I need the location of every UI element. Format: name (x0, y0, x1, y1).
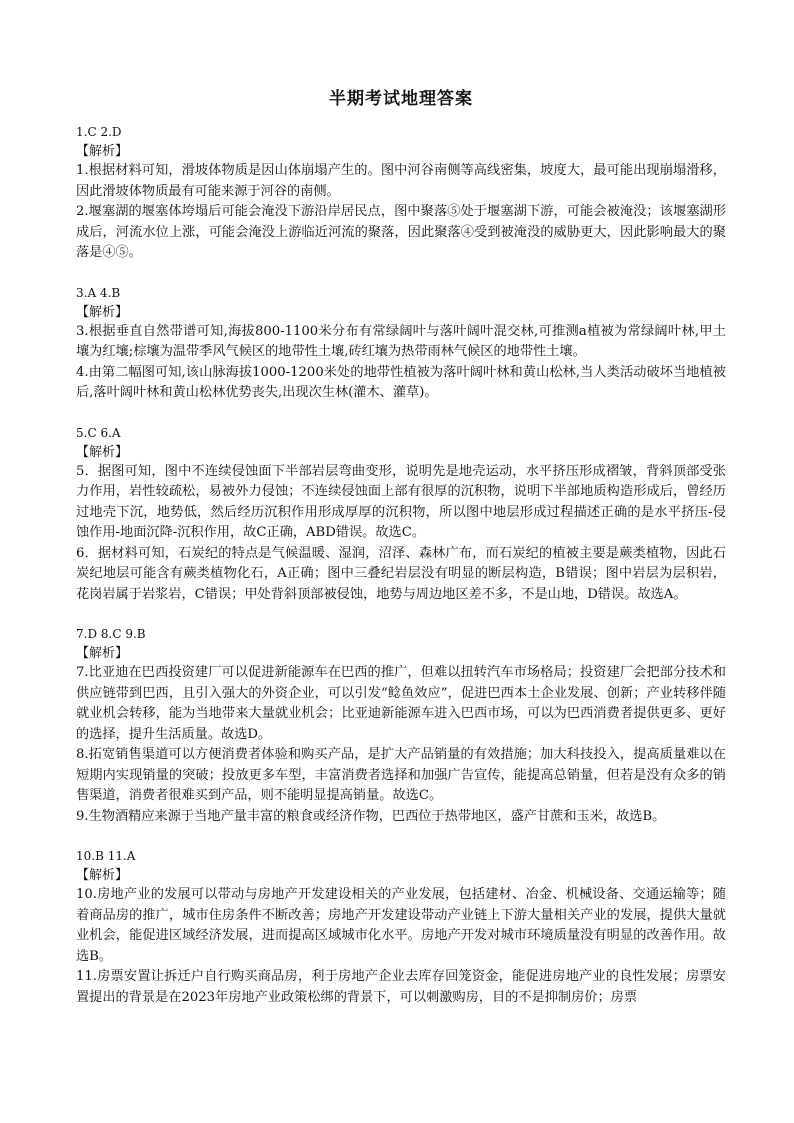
explanation-paragraph: 4.由第二幅图可知,该山脉海拔1000-1200米处的地带性植被为落叶阔叶林和黄山松林,当人类活动破坏当地植被后,落叶阔叶林和黄山松林优势丧失,出现次生林(灌木、灌草)。 (76, 364, 726, 400)
explanation-paragraph: 3.根据垂直自然带谱可知,海拔800-1100米分布有常绿阔叶与落叶阔叶混交林,可推测a植被为常绿阔叶林,甲土壤为红壤;棕壤为温带季风气候区的地带性土壤,砖红壤为热带雨林气候区的地带性土壤。 (76, 323, 726, 359)
explanation-paragraph: 2.堰塞湖的堰塞体垮塌后可能会淹没下游沿岸居民点，图中聚落⑤处于堰塞湖下游，可能会被淹没；该堰塞湖形成后，河流水位上涨，可能会淹没上游临近河流的聚落，因此聚落④受到被淹没的威胁更大，因此影响最大的聚落是④⑤。 (76, 204, 726, 260)
explanation-paragraph: 9.生物酒精应来源于当地产量丰富的粮食或经济作物，巴西位于热带地区，盛产甘蔗和玉米，故选B。 (76, 808, 666, 824)
section-3-4 (76, 284, 726, 404)
answer-key: 10.B 11.A (76, 849, 136, 863)
analysis-label: 【解析】 (76, 144, 129, 159)
analysis-label: 【解析】 (76, 868, 129, 883)
explanation-paragraph: 6．据材料可知，石炭纪的特点是气候温暖、湿润，沼泽、森林广布，而石炭纪的植被主要是蕨类植物，因此石炭纪地层可能含有蕨类植物化石，A正确；图中三叠纪岩层没有明显的断层构造，B错误；图中岩层为层积岩，花岗岩属于岩浆岩，C错误；甲处背斜顶部被侵蚀，地势与周边地区差不多，不是山地，D错误。故选A。 (76, 545, 726, 602)
analysis-label: 【解析】 (76, 304, 129, 320)
analysis-label: 【解析】 (76, 646, 129, 661)
section-1-2 (76, 123, 726, 264)
explanation-paragraph: 10.房地产业的发展可以带动与房地产开发建设相关的产业发展，包括建材、冶金、机械设备、交通运输等；随着商品房的推广，城市住房条件不断改善；房地产开发建设带动产业链上下游大量相关产业的发展，提供大量就业机会，能促进区域经济发展，进而提高区域城市化水平。房地产开发对城市环境质量没有明显的改善作用。故选B。 (76, 887, 726, 964)
section-5-6 (76, 424, 726, 606)
analysis-label: 【解析】 (76, 444, 129, 460)
answer-key: 3.A 4.B (76, 285, 121, 300)
explanation-paragraph: 5．据图可知，图中不连续侵蚀面下半部岩层弯曲变形，说明先是地壳运动，水平挤压形成褶皱，背斜顶部受张力作用，岩性较疏松，易被外力侵蚀；不连续侵蚀面上部有很厚的沉积物，说明下半部地质构造形成后，曾经历过地壳下沉，地势低，然后经历沉积作用形成厚厚的沉积物，所以图中地层形成过程描述正确的是水平挤压-侵蚀作用-地面沉降-沉积作用，故C正确，ABD错误。故选C。 (76, 463, 726, 540)
explanation-paragraph: 7.比亚迪在巴西投资建厂可以促进新能源车在巴西的推广，但难以扭转汽车市场格局；投资建厂会把部分技术和供应链带到巴西，且引入强大的外资企业，可以引发“鲶鱼效应”，促进巴西本土企业发展、创新；产业转移伴随就业机会转移，能为当地带来大量就业机会；比亚迪新能源车进入巴西市场，可以为巴西消费者提供更多、更好的选择，提升生活质量。故选D。 (76, 665, 726, 742)
explanation-paragraph: 8.拓宽销售渠道可以方便消费者体验和购买产品，是扩大产品销量的有效措施；加大科技投入，提高质量难以在短期内实现销量的突破；投放更多车型，丰富消费者选择和加强广告宣传，能提高总销量，但若是没有众多的销售渠道，消费者很难买到产品，则不能明显提高销量。故选C。 (76, 747, 726, 803)
answer-sheet (76, 84, 726, 1028)
section-10-11 (76, 847, 726, 1008)
answer-key: 1.C 2.D (76, 125, 122, 139)
section-7-9 (76, 625, 726, 827)
page-title: 半期考试地理答案 (329, 89, 473, 109)
answer-key: 5.C 6.A (76, 425, 121, 440)
explanation-paragraph: 1.根据材料可知，滑坡体物质是因山体崩塌产生的。图中河谷南侧等高线密集，坡度大，最可能出现崩塌滑移，因此滑坡体物质最有可能来源于河谷的南侧。 (76, 163, 726, 199)
explanation-paragraph: 11.房票安置让拆迁户自行购买商品房，利于房地产企业去库存回笼资金，能促进房地产业的良性发展；房票安置提出的背景是在2023年房地产业政策松绑的背景下，可以刺激购房，目的不是抑制房价；房票 (76, 969, 726, 1005)
answer-key: 7.D 8.C 9.B (76, 627, 146, 641)
